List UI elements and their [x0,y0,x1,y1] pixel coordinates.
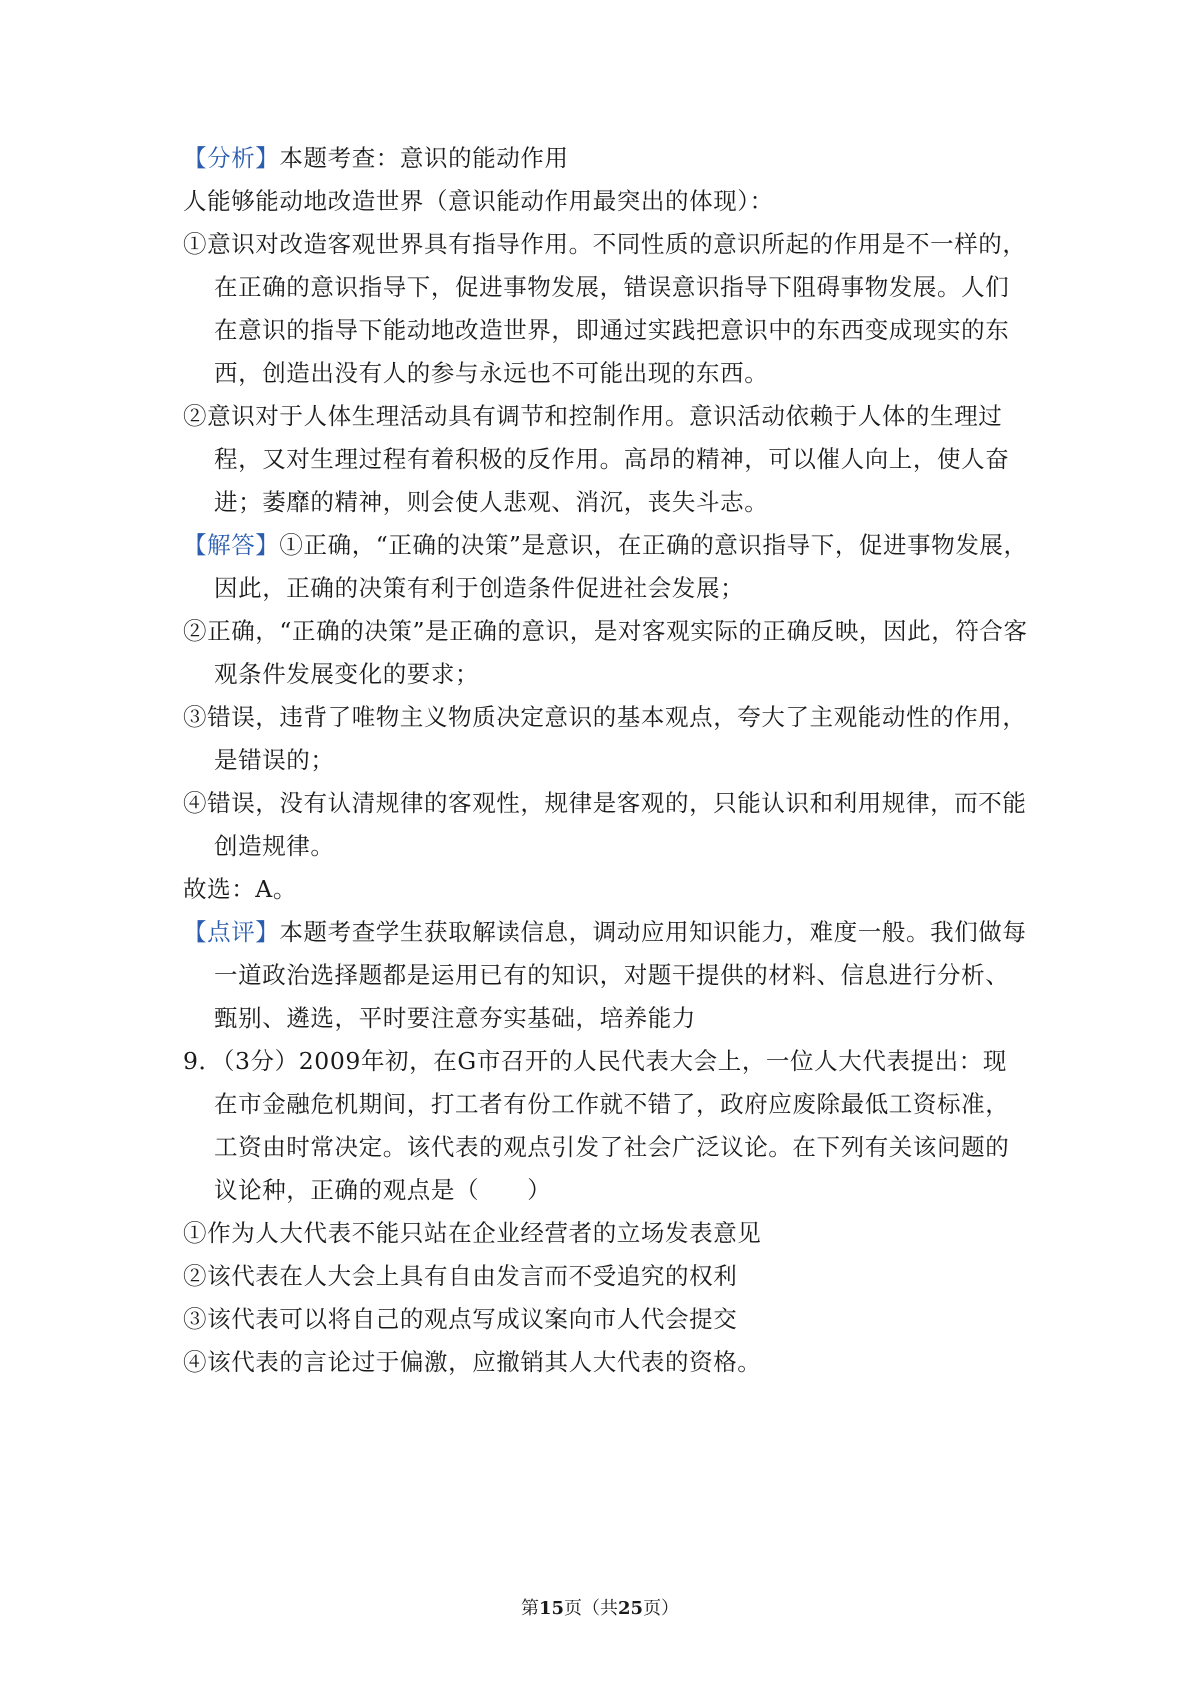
analysis-line: 进；萎靡的精神，则会使人悲观、消沉，丧失斗志。 [214,488,769,516]
question-9-option: ②该代表在人大会上具有自由发言而不受追究的权利 [183,1262,738,1290]
footer-total-pages: 25 [618,1598,644,1619]
comment-line: 甄别、遴选，平时要注意夯实基础，培养能力 [214,1004,696,1032]
comment-tag: 【点评】 [183,918,280,946]
question-9-option: ③该代表可以将自己的观点写成议案向市人代会提交 [183,1305,738,1333]
answer-line: 是错误的； [214,746,335,774]
analysis-line: ②意识对于人体生理活动具有调节和控制作用。意识活动依赖于人体的生理过 [183,402,1003,430]
answer-choice: 故选：A。 [183,875,297,903]
analysis-line: ①意识对改造客观世界具有指导作用。不同性质的意识所起的作用是不一样的， [183,230,1027,258]
footer-middle: 页（共 [564,1598,618,1619]
question-9-stem-line: 议论种，正确的观点是（ ） [214,1176,552,1204]
answer-line: 创造规律。 [214,832,335,860]
analysis-tag: 【分析】 [183,144,280,172]
analysis-line: 西，创造出没有人的参与永远也不可能出现的东西。 [214,359,769,387]
answer-line: ④错误，没有认清规律的客观性，规律是客观的，只能认识和利用规律，而不能 [183,789,1027,817]
question-9-stem-line: 在市金融危机期间，打工者有份工作就不错了，政府应废除最低工资标准， [214,1090,1010,1118]
answer-line: 因此，正确的决策有利于创造条件促进社会发展； [214,574,745,602]
answer-tag: 【解答】 [183,531,280,559]
question-9-option: ④该代表的言论过于偏激，应撤销其人大代表的资格。 [183,1348,762,1376]
comment-text: 本题考查学生获取解读信息，调动应用知识能力，难度一般。我们做每 [279,918,1027,946]
analysis-text: 本题考查：意识的能动作用 [279,144,569,172]
comment-line: 一道政治选择题都是运用已有的知识，对题干提供的材料、信息进行分析、 [214,961,1010,989]
answer-line: 观条件发展变化的要求； [214,660,480,688]
question-9-stem-line: 工资由时常决定。该代表的观点引发了社会广泛议论。在下列有关该问题的 [214,1133,1010,1161]
analysis-line: 在正确的意识指导下，促进事物发展，错误意识指导下阻碍事物发展。人们 [214,273,1010,301]
analysis-heading-line [183,143,569,173]
analysis-line: 程，又对生理过程有着积极的反作用。高昂的精神，可以催人向上，使人奋 [214,445,1010,473]
answer-line: ③错误，违背了唯物主义物质决定意识的基本观点，夸大了主观能动性的作用， [183,703,1027,731]
answer-line: ②正确，“正确的决策”是正确的意识，是对客观实际的正确反映，因此，符合客 [183,617,1028,645]
answer-heading-line [183,530,1028,560]
question-9-option: ①作为人大代表不能只站在企业经营者的立场发表意见 [183,1219,762,1247]
analysis-line: 在意识的指导下能动地改造世界，即通过实践把意识中的东西变成现实的东 [214,316,1010,344]
answer-text: ①正确，“正确的决策”是意识，在正确的意识指导下，促进事物发展， [279,531,1028,559]
question-9-stem: 9．（3分）2009年初，在G市召开的人民代表大会上，一位人大代表提出：现 [183,1047,1007,1075]
page-footer [0,1597,1200,1621]
footer-prefix: 第 [520,1598,539,1619]
footer-suffix: 页） [643,1598,680,1619]
analysis-line: 人能够能动地改造世界（意识能动作用最突出的体现）： [183,187,774,215]
footer-page-number: 15 [538,1598,564,1619]
comment-heading-line [183,917,1027,947]
